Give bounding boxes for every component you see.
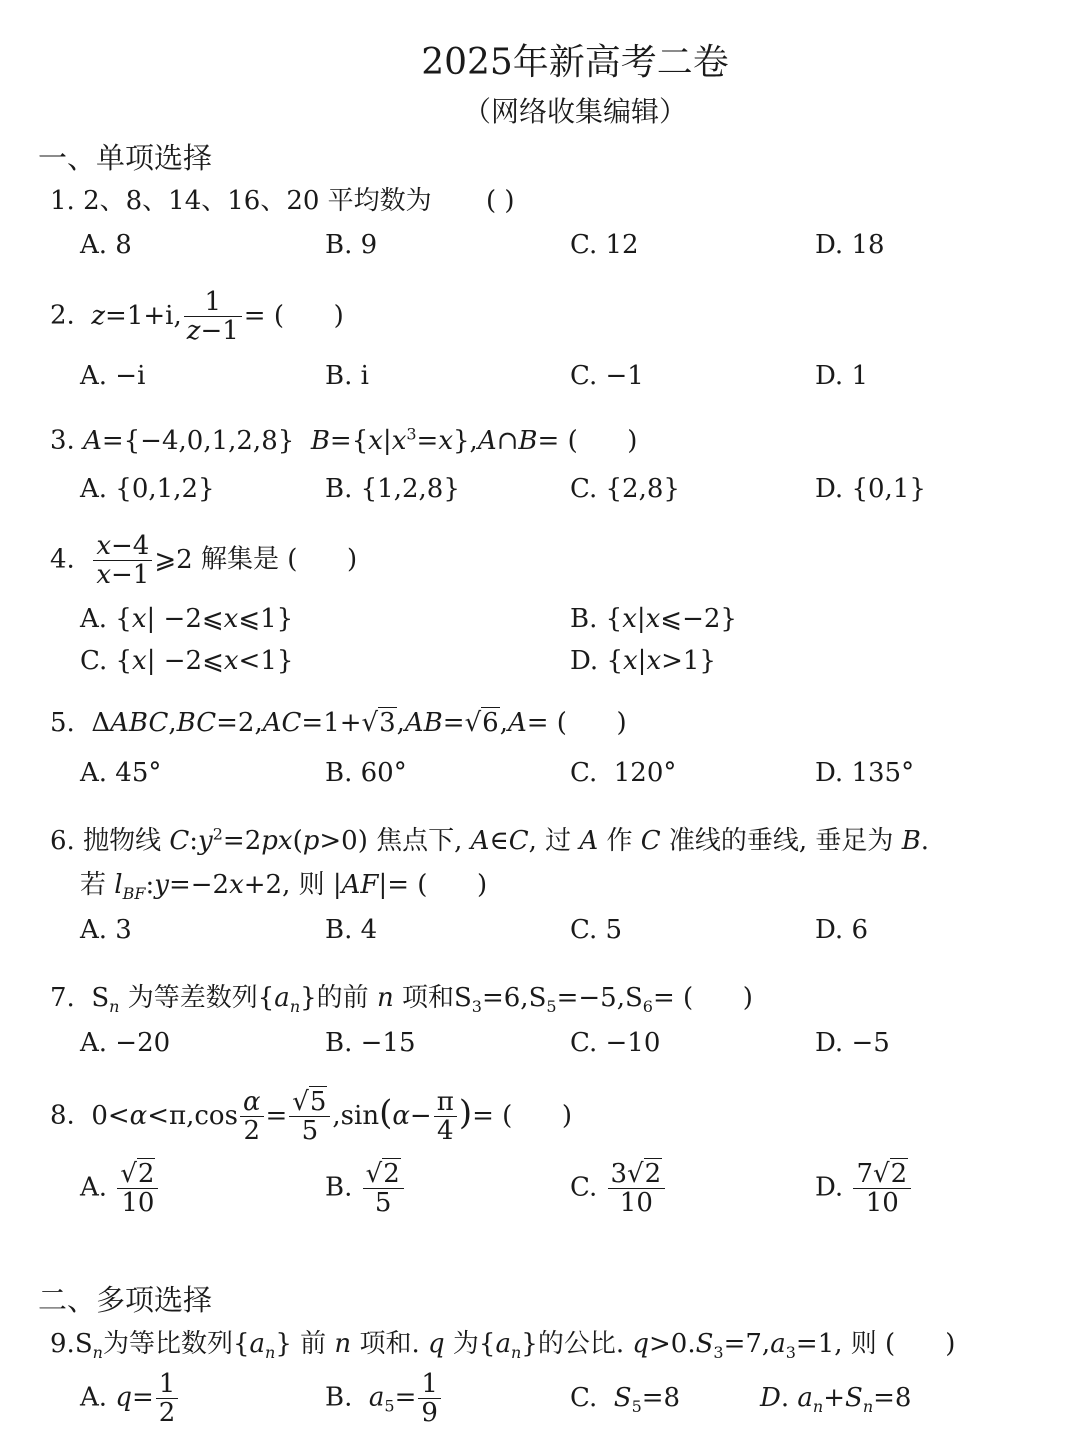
question-7-number: 7. [50,983,75,1013]
q3-option-c[interactable]: C. {2,8} [570,474,680,504]
q9-option-b[interactable]: B. $a_5=$ $\frac{1}{9}$ [325,1370,443,1427]
question-8-number: 8. [50,1100,75,1131]
question-5 [50,708,627,738]
q2-option-c[interactable]: C. −1 [570,361,644,391]
q6-option-b[interactable]: B. 4 [325,915,378,945]
question-3-number: 3. [50,425,75,456]
q6-option-a[interactable]: A. 3 [80,915,132,945]
question-4: 4. $\frac{x-4}{x-1}$ ⩾2 解集是 ( ) [50,531,358,590]
q7-option-a[interactable]: A. −20 [80,1028,171,1058]
question-3-formula: A={−4,0,1,2,8} $B=\{x|x^3=x\},A\cap B=$ ( ) [83,424,638,456]
q1-option-a[interactable]: A. 8 [80,230,132,260]
q4-option-d[interactable]: D. {x|x>1} [570,646,716,676]
question-5-formula: ΔABC,BC=2,AC=1+√3,AB=√6,A= ( ) [83,708,627,738]
q7-option-d[interactable]: D. −5 [815,1028,890,1058]
question-9: $9.S_n$为等比数列$\{a_n\}$ 前 n 项和. q 为$\{a_n\}$的公比. $q>0.S_3=7,a_3=1$, 则 ( ) [50,1329,956,1363]
q1-option-d[interactable]: D. 18 [815,230,885,260]
section-multiple-choice: 二、多项选择 [38,1283,213,1317]
question-5-number: 5. [50,708,75,738]
question-1-stem: 1. 2、8、14、16、20 平均数为 [50,186,432,216]
question-3 [50,424,637,456]
question-7: 7. $S_n$ 为等差数列$\{a_n\}$的前 n 项和$S_3=6,S_5=-5,S_6=$ ( ) [50,983,753,1017]
q7-option-c[interactable]: C. −10 [570,1028,661,1058]
q8-option-a[interactable]: A. $\frac{√2}{10}$ [80,1160,160,1217]
question-2-formula: z=1+i, $\frac{1}{z-1}$ = ( ) [91,287,344,346]
question-1 [50,180,515,217]
question-4-number: 4. [50,544,75,575]
q9-option-d[interactable]: D. $a_n+S_n=8$ [760,1383,912,1417]
q9-option-c[interactable]: C. $S_5=8$ [570,1383,681,1417]
question-6-line-1: 6. 抛物线 $C:y^2=2px(p>0)$ 焦点下, A∈C, 过 A 作 C 准线的垂线, 垂足为 B. [50,824,930,856]
q7-option-b[interactable]: B. −15 [325,1028,416,1058]
q8-option-d[interactable]: D. $\frac{7√2}{10}$ [815,1160,913,1217]
q6-option-c[interactable]: C. 5 [570,915,623,945]
q9-option-a[interactable]: A. q= $\frac{1}{2}$ [80,1370,180,1427]
question-9-number: 9. [50,1329,75,1359]
q8-option-b[interactable]: B. $\frac{√2}{5}$ [325,1160,406,1217]
q1-option-c[interactable]: C. 12 [570,230,639,260]
q3-option-b[interactable]: B. {1,2,8} [325,474,460,504]
q3-option-d[interactable]: D. {0,1} [815,474,926,504]
question-2-number: 2. [50,300,75,331]
question-4-formula: $\frac{x-4}{x-1}$ ⩾2 [83,545,201,575]
question-2 [50,288,344,345]
question-6-line-2: 若 $l_{BF}:y=-2x+2$, 则 |AF|= ( ) [80,870,488,904]
section-single-choice: 一、单项选择 [38,141,213,175]
question-8-formula: 0<α<π,cos $\frac{\alpha}{2}$ = $\frac{√5}{5}$ ,sin(α− $\frac{\pi}{4}$ )= ( ) [83,1087,573,1146]
question-6-number: 6. [50,826,75,856]
page-title: 2025年新高考二卷 [421,42,729,83]
q6-option-d[interactable]: D. 6 [815,915,868,945]
question-4-text: 解集是 [200,544,279,575]
q1-option-b[interactable]: B. 9 [325,230,378,260]
q2-option-a[interactable]: A. −i [80,361,146,391]
answer-paren: ( ) [485,186,515,216]
q2-option-b[interactable]: B. i [325,361,369,391]
q5-option-a[interactable]: A. 45° [80,758,162,788]
q5-option-c[interactable]: C. 120° [570,758,677,788]
q4-option-c[interactable]: C. {x| −2⩽x<1} [80,646,294,676]
q2-option-d[interactable]: D. 1 [815,361,868,391]
q5-option-b[interactable]: B. 60° [325,758,407,788]
question-8 [50,1088,572,1145]
q3-option-a[interactable]: A. {0,1,2} [80,474,215,504]
q4-option-a[interactable]: A. {x| −2⩽x⩽1} [80,604,294,634]
q8-option-c[interactable]: C. $\frac{3√2}{10}$ [570,1160,667,1217]
page-subtitle: （网络收集编辑） [462,95,687,128]
q4-option-b[interactable]: B. {x|x⩽−2} [570,604,737,634]
q5-option-d[interactable]: D. 135° [815,758,915,788]
